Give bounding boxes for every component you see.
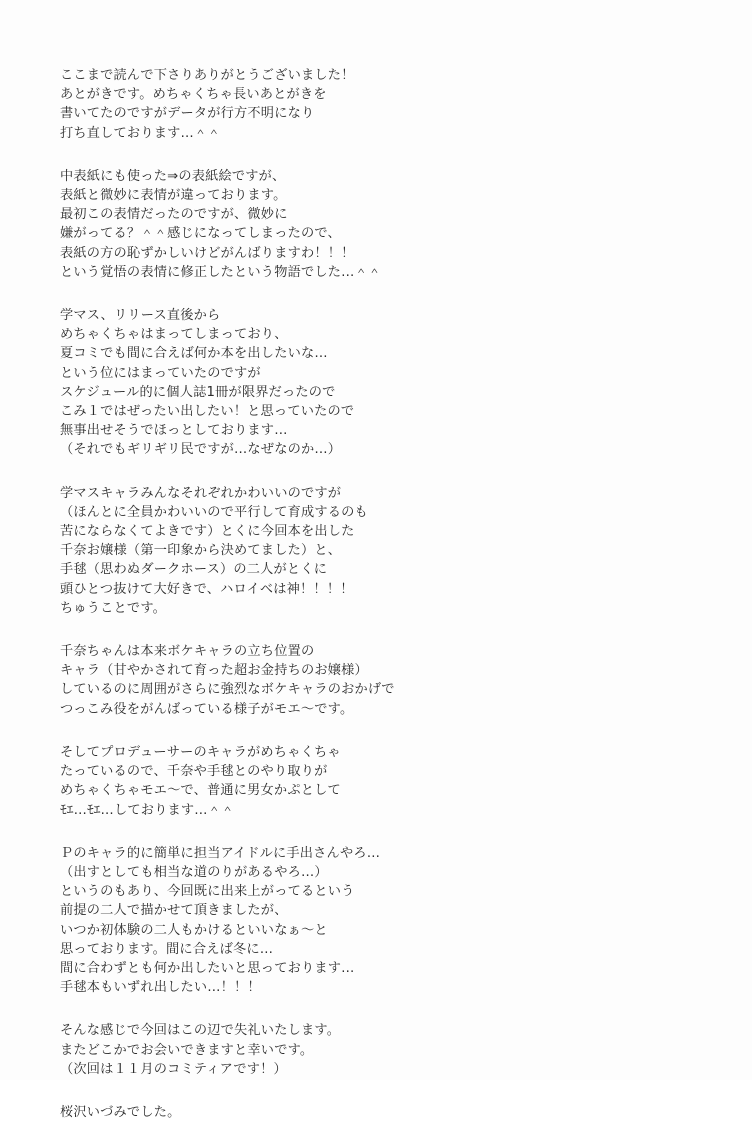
text-line: （それでもギリギリ民ですが…なぜなのか…） (60, 442, 342, 458)
text-line: 思っております。間に合えば冬に… (60, 941, 274, 957)
text-line: 最初この表情だったのですが、微妙に (60, 207, 288, 223)
signature (60, 1103, 720, 1122)
text-line: またどこかでお会いできますと幸いです。 (60, 1042, 314, 1058)
text-line: という位にはまっていたのですが (60, 365, 261, 381)
text-line: 表紙の方の恥ずかしいけどがんばりますわ！！！ (60, 245, 355, 261)
text-line: 千奈ちゃんは本来ボケキャラの立ち位置の (60, 644, 315, 660)
text-line: 千奈お嬢様（第一印象から決めてました）と、 (60, 543, 342, 559)
paragraph (60, 306, 720, 460)
text-line: つっこみ役をがんばっている様子がモエ～です。 (60, 701, 354, 717)
text-line: （ほんとに全員かわいいので平行して育成するのも (60, 504, 368, 520)
text-line: という覚悟の表情に修正したという物語でした…＾＾ (60, 264, 382, 280)
text-line: 夏コミでも間に合えば何か本を出したいな… (60, 346, 328, 362)
text-line: ﾓｴ…ﾓｴ…しております…＾＾ (60, 802, 235, 818)
text-line: めちゃくちゃモエ～で、普通に男女かぷとして (60, 783, 341, 799)
text-line: 無事出せそうでほっとしております… (60, 423, 288, 439)
text-line: そしてプロデューサーのキャラがめちゃくちゃ (60, 744, 341, 760)
text-line: （出すとしても相当な道のりがあるやろ…） (60, 864, 328, 880)
text-line: 打ち直しております…＾＾ (60, 125, 221, 141)
paragraph (60, 844, 720, 998)
text-line: 表紙と微妙に表情が違っております。 (60, 188, 287, 204)
paragraph (60, 167, 720, 282)
text-line: 苦にならなくてよきです）とくに今回本を出した (60, 524, 355, 540)
text-line: ここまで読んで下さりありがとうございました！ (60, 68, 355, 83)
text-line: いつか初体験の二人もかけるといいなぁ～と (60, 922, 328, 938)
text-line: めちゃくちゃはまってしまっており、 (60, 327, 288, 343)
text-line: Ｐのキャラ的に簡単に担当アイドルに手出さんやろ… (60, 845, 381, 861)
paragraph (60, 642, 720, 719)
text-line: 間に合わずとも何か出したいと思っております… (60, 960, 355, 976)
paragraph (60, 743, 720, 820)
text-line: ちゅうことです。 (60, 600, 167, 616)
signature-text: 桜沢いづみでした。 (60, 1104, 181, 1120)
text-line: 頭ひとつ抜けて大好きで、ハロイベは神！！！！ (60, 581, 354, 597)
text-line: 前提の二人で描かせて頂きましたが、 (60, 903, 288, 919)
text-line: しているのに周囲がさらに強烈なボケキャラのおかげで (60, 682, 395, 698)
text-line: スケジュール的に個人誌1冊が限界だったので (60, 384, 336, 400)
text-line: あとがきです。めちゃくちゃ長いあとがきを (60, 87, 327, 103)
paragraph (60, 484, 720, 618)
text-line: そんな感じで今回はこの辺で失礼いたします。 (60, 1023, 341, 1039)
paragraph (60, 1021, 720, 1079)
text-line: 手毬（思わぬダークホース）の二人がとくに (60, 562, 328, 578)
text-line: というのもあり、今回既に出来上がってるという (60, 884, 355, 900)
text-line: たっているので、千奈や手毬とのやり取りが (60, 764, 328, 780)
text-line: 中表紙にも使った⇒の表紙絵ですが、 (60, 168, 286, 184)
text-line: キャラ（甘やかされて育った超お金持ちのお嬢様） (60, 663, 368, 679)
text-line: 学マス、リリース直後から (60, 308, 221, 324)
text-line: 手毬本もいずれ出したい…！！！ (60, 980, 261, 996)
text-line: 嫌がってる？＾＾感じになってしまったので、 (60, 226, 341, 242)
text-line: 学マスキャラみんなそれぞれかわいいのですが (60, 485, 342, 501)
afterword-text (60, 66, 720, 1146)
paragraph (60, 66, 720, 143)
text-line: 書いてたのですがデータが行方不明になり (60, 106, 315, 122)
text-line: （次回は１１月のコミティアです！） (60, 1061, 287, 1077)
text-line: こみ１ではぜったい出したい！と思っていたので (60, 404, 355, 420)
